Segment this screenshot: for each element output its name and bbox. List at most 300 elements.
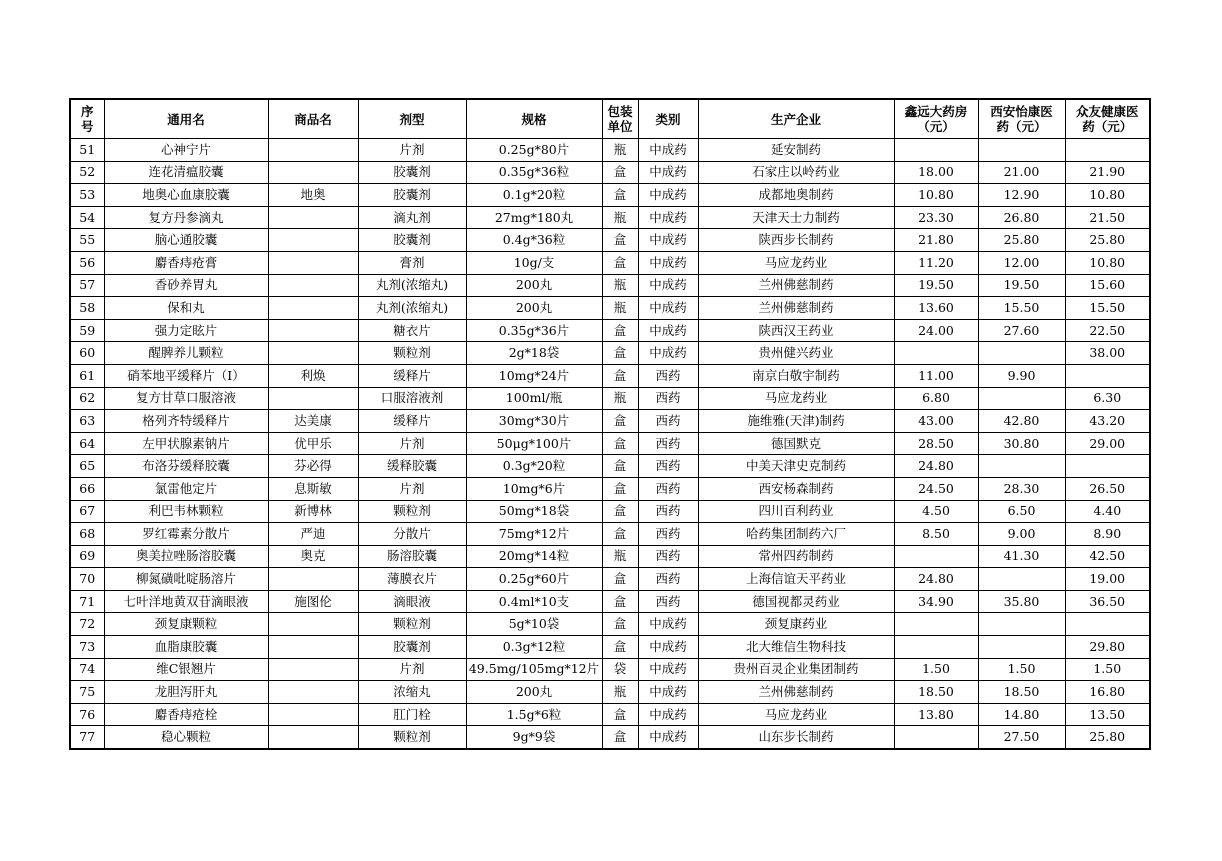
cell-category: 西药 <box>638 410 698 433</box>
cell-brand-name <box>268 319 358 342</box>
cell-price-xinyuanda: 24.80 <box>894 568 978 591</box>
table-header-row <box>70 99 1150 139</box>
cell-pack-unit: 袋 <box>602 658 638 681</box>
table-row <box>70 229 1150 252</box>
cell-price-xinyuanda <box>894 636 978 659</box>
cell-generic-name: 醒脾养儿颗粒 <box>104 342 268 365</box>
cell-price-xian-yikang: 27.50 <box>978 726 1065 749</box>
cell-generic-name: 麝香痔疮栓 <box>104 703 268 726</box>
cell-index: 58 <box>70 297 104 320</box>
cell-dosage-form: 口服溶液剂 <box>358 387 466 410</box>
table-row <box>70 545 1150 568</box>
cell-generic-name: 罗红霉素分散片 <box>104 523 268 546</box>
cell-price-zhongyou: 26.50 <box>1065 477 1150 500</box>
cell-dosage-form: 颗粒剂 <box>358 613 466 636</box>
cell-price-xinyuanda: 43.00 <box>894 410 978 433</box>
cell-price-zhongyou: 21.50 <box>1065 206 1150 229</box>
table-row <box>70 726 1150 749</box>
cell-brand-name <box>268 229 358 252</box>
cell-spec: 0.3g*20粒 <box>466 455 602 478</box>
cell-manufacturer: 德国默克 <box>698 432 894 455</box>
cell-pack-unit: 盒 <box>602 251 638 274</box>
cell-pack-unit: 盒 <box>602 477 638 500</box>
cell-generic-name: 心神宁片 <box>104 139 268 162</box>
cell-price-zhongyou <box>1065 455 1150 478</box>
cell-price-zhongyou: 10.80 <box>1065 251 1150 274</box>
cell-generic-name: 香砂养胃丸 <box>104 274 268 297</box>
cell-price-zhongyou: 8.90 <box>1065 523 1150 546</box>
cell-index: 65 <box>70 455 104 478</box>
cell-index: 73 <box>70 636 104 659</box>
cell-price-xinyuanda: 34.90 <box>894 590 978 613</box>
col-header-price-xinyuanda: 鑫远大药房 （元） <box>894 99 978 139</box>
cell-brand-name: 奥克 <box>268 545 358 568</box>
cell-index: 55 <box>70 229 104 252</box>
cell-spec: 0.4g*36粒 <box>466 229 602 252</box>
cell-price-xian-yikang: 6.50 <box>978 500 1065 523</box>
cell-index: 53 <box>70 184 104 207</box>
cell-dosage-form: 片剂 <box>358 477 466 500</box>
cell-spec: 9g*9袋 <box>466 726 602 749</box>
cell-manufacturer: 马应龙药业 <box>698 703 894 726</box>
cell-spec: 10mg*6片 <box>466 477 602 500</box>
cell-category: 中成药 <box>638 658 698 681</box>
cell-pack-unit: 盒 <box>602 342 638 365</box>
cell-manufacturer: 德国视都灵药业 <box>698 590 894 613</box>
cell-spec: 27mg*180丸 <box>466 206 602 229</box>
cell-generic-name: 复方丹参滴丸 <box>104 206 268 229</box>
col-header-category: 类别 <box>638 99 698 139</box>
cell-index: 66 <box>70 477 104 500</box>
cell-pack-unit: 盒 <box>602 500 638 523</box>
cell-dosage-form: 缓释片 <box>358 364 466 387</box>
cell-generic-name: 保和丸 <box>104 297 268 320</box>
cell-price-xinyuanda: 4.50 <box>894 500 978 523</box>
cell-manufacturer: 施维雅(天津)制药 <box>698 410 894 433</box>
cell-category: 西药 <box>638 500 698 523</box>
cell-manufacturer: 兰州佛慈制药 <box>698 681 894 704</box>
cell-price-zhongyou: 21.90 <box>1065 161 1150 184</box>
cell-pack-unit: 盒 <box>602 523 638 546</box>
table-row <box>70 590 1150 613</box>
col-header-spec: 规格 <box>466 99 602 139</box>
cell-brand-name <box>268 568 358 591</box>
cell-manufacturer: 颈复康药业 <box>698 613 894 636</box>
cell-category: 西药 <box>638 568 698 591</box>
cell-price-zhongyou: 42.50 <box>1065 545 1150 568</box>
cell-brand-name: 新博林 <box>268 500 358 523</box>
cell-price-zhongyou <box>1065 364 1150 387</box>
cell-category: 中成药 <box>638 274 698 297</box>
cell-manufacturer: 哈药集团制药六厂 <box>698 523 894 546</box>
cell-spec: 20mg*14粒 <box>466 545 602 568</box>
cell-index: 71 <box>70 590 104 613</box>
cell-dosage-form: 胶囊剂 <box>358 636 466 659</box>
cell-brand-name <box>268 703 358 726</box>
cell-index: 57 <box>70 274 104 297</box>
cell-index: 76 <box>70 703 104 726</box>
cell-dosage-form: 颗粒剂 <box>358 342 466 365</box>
cell-index: 56 <box>70 251 104 274</box>
cell-pack-unit: 盒 <box>602 184 638 207</box>
cell-brand-name <box>268 206 358 229</box>
cell-spec: 50μg*100片 <box>466 432 602 455</box>
table-row <box>70 274 1150 297</box>
cell-price-zhongyou: 1.50 <box>1065 658 1150 681</box>
cell-price-xian-yikang: 30.80 <box>978 432 1065 455</box>
cell-price-zhongyou: 4.40 <box>1065 500 1150 523</box>
cell-price-xinyuanda: 24.50 <box>894 477 978 500</box>
cell-price-xian-yikang <box>978 387 1065 410</box>
cell-category: 中成药 <box>638 703 698 726</box>
cell-category: 西药 <box>638 545 698 568</box>
cell-price-xinyuanda <box>894 726 978 749</box>
cell-brand-name: 利焕 <box>268 364 358 387</box>
cell-category: 中成药 <box>638 297 698 320</box>
cell-spec: 75mg*12片 <box>466 523 602 546</box>
cell-price-xinyuanda <box>894 342 978 365</box>
table-row <box>70 184 1150 207</box>
cell-generic-name: 利巴韦林颗粒 <box>104 500 268 523</box>
cell-manufacturer: 兰州佛慈制药 <box>698 274 894 297</box>
table-row <box>70 455 1150 478</box>
table-row <box>70 432 1150 455</box>
cell-category: 中成药 <box>638 229 698 252</box>
cell-price-zhongyou: 10.80 <box>1065 184 1150 207</box>
cell-index: 70 <box>70 568 104 591</box>
cell-category: 中成药 <box>638 319 698 342</box>
cell-manufacturer: 陕西步长制药 <box>698 229 894 252</box>
col-header-pack-unit: 包装 单位 <box>602 99 638 139</box>
cell-manufacturer: 山东步长制药 <box>698 726 894 749</box>
cell-pack-unit: 盒 <box>602 455 638 478</box>
cell-price-xian-yikang: 9.90 <box>978 364 1065 387</box>
cell-pack-unit: 瓶 <box>602 681 638 704</box>
table-row <box>70 703 1150 726</box>
cell-spec: 200丸 <box>466 297 602 320</box>
table-row <box>70 342 1150 365</box>
cell-brand-name <box>268 274 358 297</box>
cell-category: 西药 <box>638 455 698 478</box>
cell-brand-name <box>268 681 358 704</box>
cell-manufacturer: 西安杨森制药 <box>698 477 894 500</box>
cell-price-zhongyou: 22.50 <box>1065 319 1150 342</box>
cell-brand-name <box>268 297 358 320</box>
cell-category: 西药 <box>638 590 698 613</box>
cell-category: 西药 <box>638 364 698 387</box>
cell-price-xinyuanda: 11.20 <box>894 251 978 274</box>
cell-index: 51 <box>70 139 104 162</box>
cell-spec: 0.25g*60片 <box>466 568 602 591</box>
table-row <box>70 297 1150 320</box>
cell-spec: 30mg*30片 <box>466 410 602 433</box>
cell-category: 中成药 <box>638 161 698 184</box>
cell-generic-name: 氯雷他定片 <box>104 477 268 500</box>
cell-manufacturer: 天津天士力制药 <box>698 206 894 229</box>
cell-price-xian-yikang: 14.80 <box>978 703 1065 726</box>
cell-brand-name <box>268 342 358 365</box>
table-row <box>70 658 1150 681</box>
cell-price-xian-yikang: 41.30 <box>978 545 1065 568</box>
cell-dosage-form: 颗粒剂 <box>358 726 466 749</box>
table-row <box>70 681 1150 704</box>
cell-generic-name: 左甲状腺素钠片 <box>104 432 268 455</box>
cell-spec: 2g*18袋 <box>466 342 602 365</box>
cell-generic-name: 稳心颗粒 <box>104 726 268 749</box>
cell-manufacturer: 陕西汉王药业 <box>698 319 894 342</box>
cell-index: 67 <box>70 500 104 523</box>
table-row <box>70 206 1150 229</box>
cell-price-xian-yikang: 28.30 <box>978 477 1065 500</box>
cell-price-xian-yikang <box>978 139 1065 162</box>
cell-manufacturer: 石家庄以岭药业 <box>698 161 894 184</box>
cell-spec: 5g*10袋 <box>466 613 602 636</box>
cell-price-zhongyou: 19.00 <box>1065 568 1150 591</box>
cell-brand-name <box>268 161 358 184</box>
cell-spec: 100ml/瓶 <box>466 387 602 410</box>
cell-pack-unit: 瓶 <box>602 139 638 162</box>
cell-price-xinyuanda: 28.50 <box>894 432 978 455</box>
cell-generic-name: 奥美拉唑肠溶胶囊 <box>104 545 268 568</box>
cell-manufacturer: 常州四药制药 <box>698 545 894 568</box>
cell-spec: 50mg*18袋 <box>466 500 602 523</box>
cell-brand-name: 地奥 <box>268 184 358 207</box>
cell-brand-name: 达美康 <box>268 410 358 433</box>
cell-dosage-form: 肠溶胶囊 <box>358 545 466 568</box>
cell-generic-name: 柳氮磺吡啶肠溶片 <box>104 568 268 591</box>
cell-dosage-form: 胶囊剂 <box>358 161 466 184</box>
cell-dosage-form: 分散片 <box>358 523 466 546</box>
cell-index: 62 <box>70 387 104 410</box>
cell-index: 74 <box>70 658 104 681</box>
cell-generic-name: 龙胆泻肝丸 <box>104 681 268 704</box>
cell-dosage-form: 胶囊剂 <box>358 229 466 252</box>
cell-index: 75 <box>70 681 104 704</box>
cell-category: 西药 <box>638 387 698 410</box>
cell-dosage-form: 缓释胶囊 <box>358 455 466 478</box>
cell-spec: 10g/支 <box>466 251 602 274</box>
cell-pack-unit: 盒 <box>602 229 638 252</box>
cell-pack-unit: 盒 <box>602 410 638 433</box>
cell-price-xian-yikang: 12.90 <box>978 184 1065 207</box>
cell-index: 60 <box>70 342 104 365</box>
cell-spec: 10mg*24片 <box>466 364 602 387</box>
cell-brand-name <box>268 251 358 274</box>
table-row <box>70 387 1150 410</box>
cell-dosage-form: 浓缩丸 <box>358 681 466 704</box>
cell-spec: 0.4ml*10支 <box>466 590 602 613</box>
cell-price-xinyuanda: 10.80 <box>894 184 978 207</box>
cell-dosage-form: 胶囊剂 <box>358 184 466 207</box>
cell-generic-name: 格列齐特缓释片 <box>104 410 268 433</box>
cell-dosage-form: 滴丸剂 <box>358 206 466 229</box>
cell-dosage-form: 薄膜衣片 <box>358 568 466 591</box>
cell-price-xinyuanda <box>894 545 978 568</box>
cell-category: 中成药 <box>638 206 698 229</box>
cell-price-zhongyou: 29.80 <box>1065 636 1150 659</box>
cell-brand-name: 优甲乐 <box>268 432 358 455</box>
cell-price-xian-yikang: 18.50 <box>978 681 1065 704</box>
cell-price-xian-yikang <box>978 568 1065 591</box>
cell-generic-name: 硝苯地平缓释片（Ⅰ） <box>104 364 268 387</box>
cell-price-xian-yikang: 19.50 <box>978 274 1065 297</box>
cell-category: 西药 <box>638 523 698 546</box>
cell-dosage-form: 片剂 <box>358 658 466 681</box>
cell-manufacturer: 北大维信生物科技 <box>698 636 894 659</box>
col-header-manufacturer: 生产企业 <box>698 99 894 139</box>
cell-category: 中成药 <box>638 613 698 636</box>
cell-price-xinyuanda: 24.00 <box>894 319 978 342</box>
cell-price-xian-yikang <box>978 613 1065 636</box>
cell-price-xinyuanda: 21.80 <box>894 229 978 252</box>
cell-pack-unit: 盒 <box>602 364 638 387</box>
cell-brand-name <box>268 726 358 749</box>
cell-generic-name: 地奥心血康胶囊 <box>104 184 268 207</box>
cell-index: 77 <box>70 726 104 749</box>
col-header-index: 序 号 <box>70 99 104 139</box>
cell-manufacturer: 兰州佛慈制药 <box>698 297 894 320</box>
cell-price-xian-yikang: 9.00 <box>978 523 1065 546</box>
col-header-price-zhongyou: 众友健康医 药（元） <box>1065 99 1150 139</box>
cell-category: 西药 <box>638 432 698 455</box>
cell-generic-name: 颈复康颗粒 <box>104 613 268 636</box>
cell-price-zhongyou: 25.80 <box>1065 229 1150 252</box>
cell-dosage-form: 片剂 <box>358 139 466 162</box>
cell-price-xian-yikang <box>978 455 1065 478</box>
cell-price-xinyuanda <box>894 139 978 162</box>
cell-category: 中成药 <box>638 342 698 365</box>
cell-generic-name: 复方甘草口服溶液 <box>104 387 268 410</box>
cell-manufacturer: 南京白敬宇制药 <box>698 364 894 387</box>
cell-price-zhongyou: 13.50 <box>1065 703 1150 726</box>
col-header-brand-name: 商品名 <box>268 99 358 139</box>
cell-dosage-form: 颗粒剂 <box>358 500 466 523</box>
cell-spec: 1.5g*6粒 <box>466 703 602 726</box>
cell-spec: 200丸 <box>466 274 602 297</box>
cell-price-xinyuanda: 18.00 <box>894 161 978 184</box>
cell-index: 52 <box>70 161 104 184</box>
cell-price-xian-yikang: 1.50 <box>978 658 1065 681</box>
cell-manufacturer: 成都地奥制药 <box>698 184 894 207</box>
cell-pack-unit: 盒 <box>602 432 638 455</box>
col-header-generic-name: 通用名 <box>104 99 268 139</box>
col-header-price-xian-yikang: 西安怡康医 药（元） <box>978 99 1065 139</box>
cell-price-xinyuanda: 13.80 <box>894 703 978 726</box>
table-row <box>70 161 1150 184</box>
table-row <box>70 500 1150 523</box>
cell-price-xinyuanda: 19.50 <box>894 274 978 297</box>
cell-price-xian-yikang <box>978 342 1065 365</box>
cell-pack-unit: 盒 <box>602 161 638 184</box>
cell-pack-unit: 盒 <box>602 636 638 659</box>
cell-price-xinyuanda: 6.80 <box>894 387 978 410</box>
cell-spec: 0.25g*80片 <box>466 139 602 162</box>
cell-category: 中成药 <box>638 681 698 704</box>
cell-category: 中成药 <box>638 636 698 659</box>
cell-price-xinyuanda: 18.50 <box>894 681 978 704</box>
cell-generic-name: 布洛芬缓释胶囊 <box>104 455 268 478</box>
cell-index: 68 <box>70 523 104 546</box>
cell-dosage-form: 膏剂 <box>358 251 466 274</box>
cell-dosage-form: 糖衣片 <box>358 319 466 342</box>
cell-pack-unit: 瓶 <box>602 206 638 229</box>
cell-pack-unit: 盒 <box>602 703 638 726</box>
table-row <box>70 364 1150 387</box>
cell-price-zhongyou: 43.20 <box>1065 410 1150 433</box>
drug-price-table <box>69 98 1151 750</box>
cell-category: 中成药 <box>638 251 698 274</box>
cell-brand-name <box>268 139 358 162</box>
cell-brand-name: 施图伦 <box>268 590 358 613</box>
cell-price-xian-yikang: 15.50 <box>978 297 1065 320</box>
cell-price-xinyuanda: 24.80 <box>894 455 978 478</box>
cell-generic-name: 血脂康胶囊 <box>104 636 268 659</box>
table-row <box>70 568 1150 591</box>
cell-price-zhongyou <box>1065 139 1150 162</box>
cell-index: 64 <box>70 432 104 455</box>
cell-price-zhongyou: 15.60 <box>1065 274 1150 297</box>
cell-price-zhongyou: 36.50 <box>1065 590 1150 613</box>
cell-price-xian-yikang: 21.00 <box>978 161 1065 184</box>
cell-brand-name <box>268 636 358 659</box>
cell-price-zhongyou: 15.50 <box>1065 297 1150 320</box>
cell-pack-unit: 盒 <box>602 590 638 613</box>
cell-index: 63 <box>70 410 104 433</box>
cell-manufacturer: 马应龙药业 <box>698 251 894 274</box>
cell-manufacturer: 四川百利药业 <box>698 500 894 523</box>
cell-dosage-form: 肛门栓 <box>358 703 466 726</box>
cell-spec: 49.5mg/105mg*12片 <box>466 658 602 681</box>
cell-price-zhongyou: 6.30 <box>1065 387 1150 410</box>
cell-manufacturer: 贵州百灵企业集团制药 <box>698 658 894 681</box>
cell-pack-unit: 瓶 <box>602 274 638 297</box>
cell-index: 61 <box>70 364 104 387</box>
cell-index: 69 <box>70 545 104 568</box>
cell-category: 中成药 <box>638 184 698 207</box>
cell-pack-unit: 盒 <box>602 726 638 749</box>
cell-generic-name: 强力定眩片 <box>104 319 268 342</box>
cell-brand-name: 严迪 <box>268 523 358 546</box>
cell-price-xinyuanda: 13.60 <box>894 297 978 320</box>
cell-generic-name: 七叶洋地黄双苷滴眼液 <box>104 590 268 613</box>
table-row <box>70 410 1150 433</box>
cell-price-xian-yikang: 27.60 <box>978 319 1065 342</box>
cell-price-xian-yikang: 42.80 <box>978 410 1065 433</box>
cell-manufacturer: 马应龙药业 <box>698 387 894 410</box>
col-header-dosage-form: 剂型 <box>358 99 466 139</box>
cell-price-zhongyou: 29.00 <box>1065 432 1150 455</box>
cell-pack-unit: 瓶 <box>602 387 638 410</box>
cell-brand-name: 息斯敏 <box>268 477 358 500</box>
cell-manufacturer: 贵州健兴药业 <box>698 342 894 365</box>
cell-index: 59 <box>70 319 104 342</box>
cell-price-xinyuanda: 8.50 <box>894 523 978 546</box>
table-row <box>70 319 1150 342</box>
cell-price-zhongyou: 25.80 <box>1065 726 1150 749</box>
cell-pack-unit: 盒 <box>602 613 638 636</box>
cell-brand-name <box>268 387 358 410</box>
cell-generic-name: 脑心通胶囊 <box>104 229 268 252</box>
cell-generic-name: 麝香痔疮膏 <box>104 251 268 274</box>
table-row <box>70 477 1150 500</box>
cell-price-xian-yikang: 25.80 <box>978 229 1065 252</box>
cell-price-xian-yikang <box>978 636 1065 659</box>
cell-dosage-form: 丸剂(浓缩丸) <box>358 274 466 297</box>
cell-pack-unit: 盒 <box>602 319 638 342</box>
cell-price-xian-yikang: 35.80 <box>978 590 1065 613</box>
cell-price-zhongyou: 38.00 <box>1065 342 1150 365</box>
cell-dosage-form: 滴眼液 <box>358 590 466 613</box>
